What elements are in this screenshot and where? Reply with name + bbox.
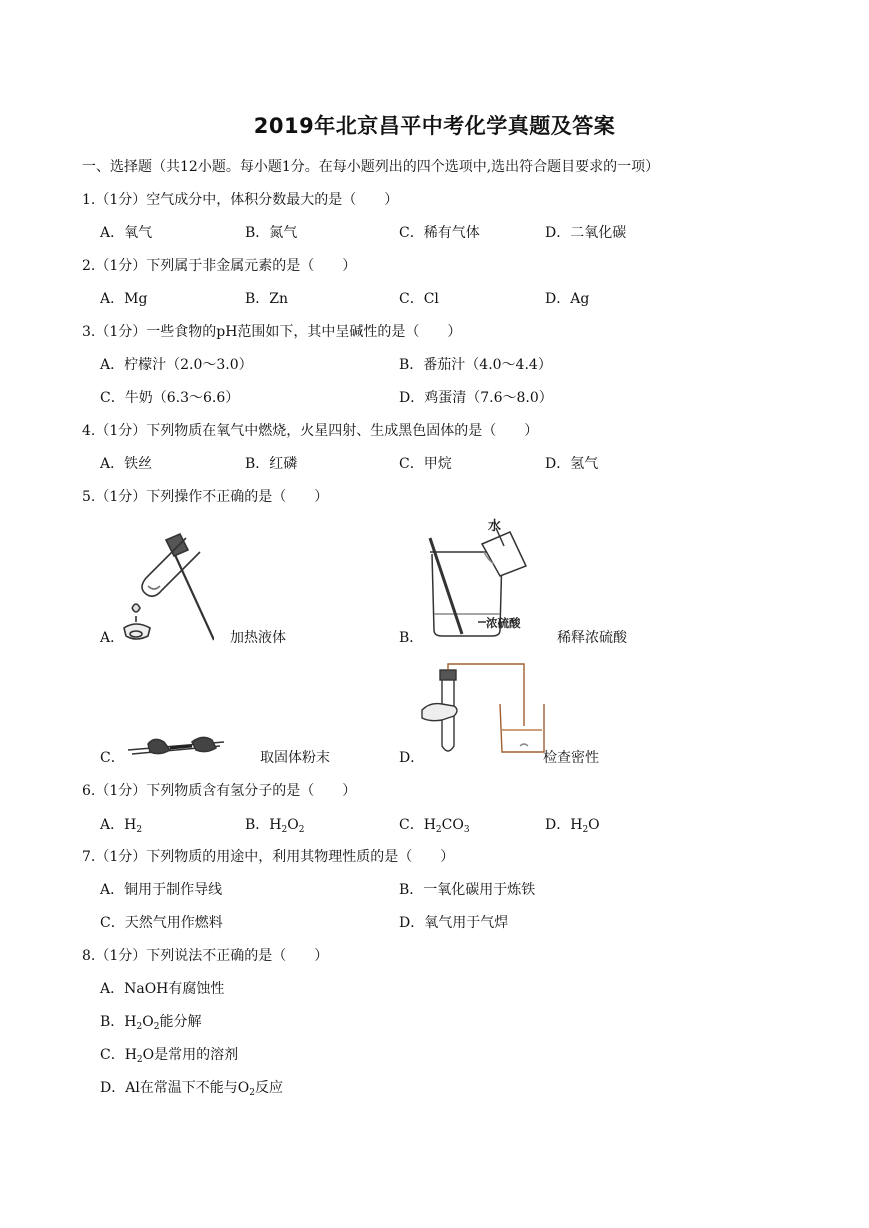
q6-option-b: B．$H_2O_2$ bbox=[245, 817, 305, 835]
powder-figure bbox=[124, 728, 228, 764]
q2-option-a: A．Mg bbox=[100, 291, 148, 307]
q5-caption-b: 稀释浓硫酸 bbox=[557, 630, 627, 646]
q7-option-d: D．氧气用于气焊 bbox=[399, 915, 509, 931]
q4-option-a: A．铁丝 bbox=[100, 456, 153, 472]
q5-option-a: A． bbox=[100, 630, 125, 646]
q3-option-b: B．番茄汁（4.0～4.4） bbox=[399, 357, 552, 373]
q7-option-c: C．天然气用作燃料 bbox=[100, 915, 223, 931]
q5-caption-a: 加热液体 bbox=[230, 630, 286, 646]
question-4-stem: 4.（1分）下列物质在氧气中燃烧，火星四射、生成黑色固体的是（ ） bbox=[82, 423, 539, 439]
q6-option-c: C．$H_2CO_3$ bbox=[399, 817, 470, 835]
q2-option-c: C．Cl bbox=[399, 291, 439, 307]
q4-option-c: C．甲烷 bbox=[399, 456, 452, 472]
question-8-stem: 8.（1分）下列说法不正确的是（ ） bbox=[82, 948, 329, 964]
q5-caption-d: 检查密性 bbox=[543, 750, 599, 766]
water-label: 水 bbox=[488, 519, 502, 534]
q5-option-d: D． bbox=[399, 750, 425, 766]
q8-option-d: D．Al在常温下不能与$O_2$反应 bbox=[100, 1080, 284, 1098]
acid-label: 浓硫酸 bbox=[486, 616, 521, 630]
diluting-acid-figure bbox=[422, 516, 552, 644]
q4-option-d: D．氢气 bbox=[545, 456, 599, 472]
q5-option-b: B． bbox=[399, 630, 424, 646]
q8-option-c: C．$H_2O$是常用的溶剂 bbox=[100, 1047, 239, 1065]
section-header: 一、选择题（共12小题。每小题1分。在每小题列出的四个选项中,选出符合题目要求的一项） bbox=[82, 159, 660, 175]
q6-option-a: A．$H_2$ bbox=[100, 817, 143, 835]
q3-option-c: C．牛奶（6.3～6.6） bbox=[100, 390, 240, 406]
q7-option-a: A．铜用于制作导线 bbox=[100, 882, 223, 898]
heating-liquid-figure bbox=[118, 530, 214, 650]
q8-option-b: B．$H_2O_2$能分解 bbox=[100, 1014, 202, 1032]
q5-option-c: C． bbox=[100, 750, 125, 766]
q1-option-d: D．二氧化碳 bbox=[545, 225, 627, 241]
question-7-stem: 7.（1分）下列物质的用途中，利用其物理性质的是（ ） bbox=[82, 849, 455, 865]
question-3-stem: 3.（1分）一些食物的pH范围如下，其中呈碱性的是（ ） bbox=[82, 324, 462, 340]
question-6-stem: 6.（1分）下列物质含有氢分子的是（ ） bbox=[82, 783, 357, 799]
q4-option-b: B．红磷 bbox=[245, 456, 298, 472]
page-title: 2019年北京昌平中考化学真题及答案 bbox=[253, 114, 616, 138]
q1-option-a: A．氧气 bbox=[100, 225, 153, 241]
question-2-stem: 2.（1分）下列属于非金属元素的是（ ） bbox=[82, 258, 357, 274]
q8-option-a: A．NaOH有腐蚀性 bbox=[100, 981, 225, 997]
q6-option-d: D．$H_2O$ bbox=[545, 817, 600, 835]
question-1-stem: 1.（1分）空气成分中，体积分数最大的是（ ） bbox=[82, 192, 399, 208]
q2-option-b: B．Zn bbox=[245, 291, 289, 307]
q2-option-d: D．Ag bbox=[545, 291, 590, 307]
q3-option-a: A．柠檬汁（2.0～3.0） bbox=[100, 357, 253, 373]
q5-caption-c: 取固体粉末 bbox=[260, 750, 330, 766]
q1-option-c: C．稀有气体 bbox=[399, 225, 480, 241]
question-5-stem: 5.（1分）下列操作不正确的是（ ） bbox=[82, 489, 329, 505]
q3-option-d: D．鸡蛋清（7.6～8.0） bbox=[399, 390, 553, 406]
airtightness-figure bbox=[420, 660, 545, 760]
q7-option-b: B．一氧化碳用于炼铁 bbox=[399, 882, 536, 898]
q1-option-b: B．氮气 bbox=[245, 225, 298, 241]
